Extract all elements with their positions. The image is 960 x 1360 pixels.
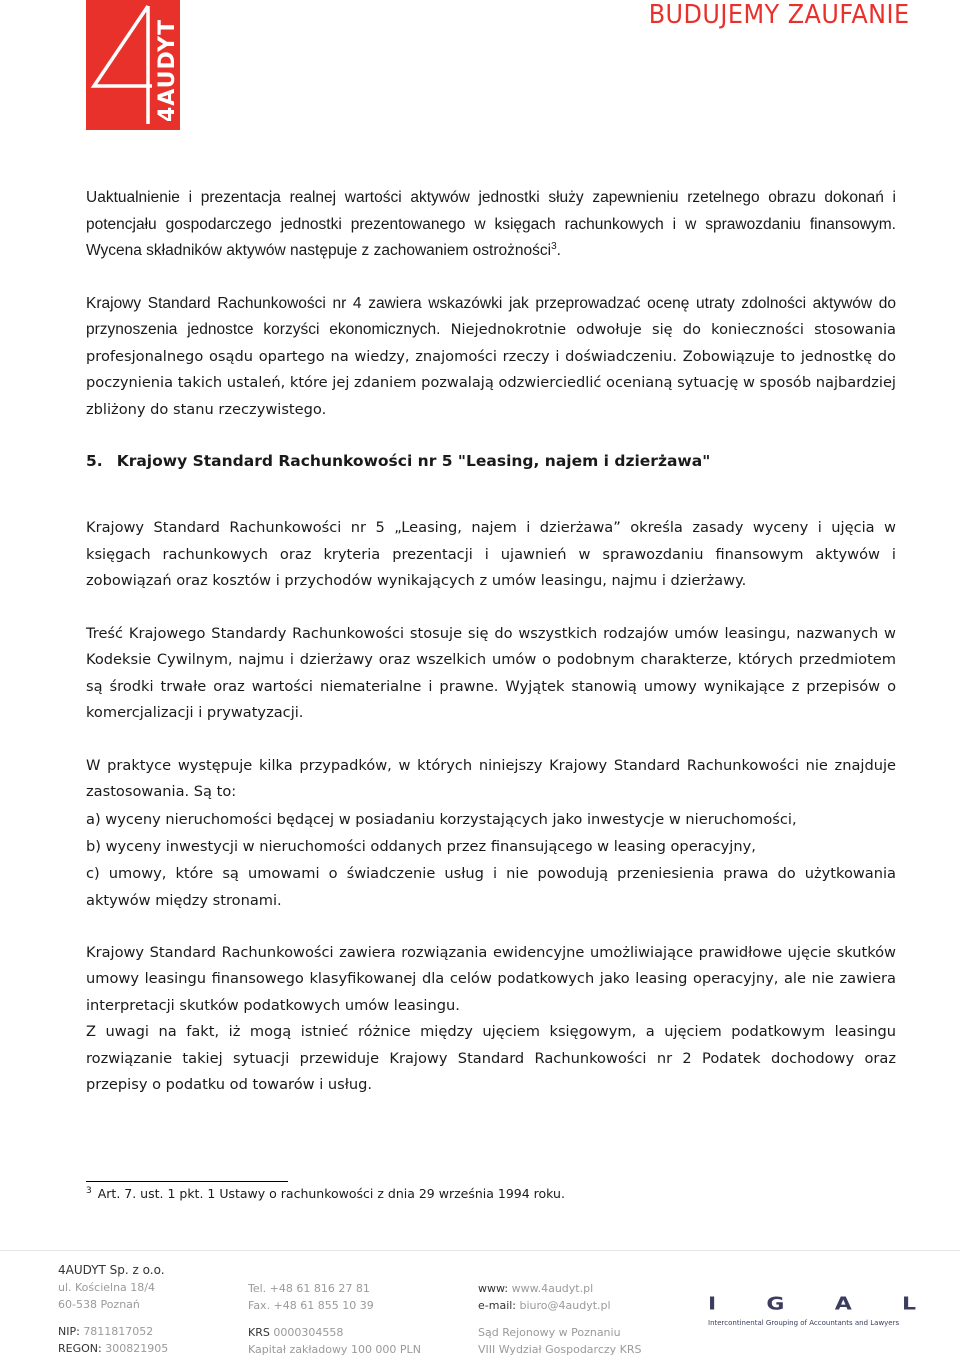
section-heading (86, 449, 896, 473)
www-label: www: (478, 1282, 509, 1295)
list-item: a) wyceny nieruchomości będącej w posiadaniu korzystających jako inwestycje w nieruchomości, (86, 810, 797, 828)
igal-logo (708, 1292, 918, 1327)
igal-letter: G (766, 1294, 787, 1315)
company-street: ul. Kościelna 18/4 (58, 1281, 155, 1294)
section-title: Krajowy Standard Rachunkowości nr 5 "Leasing, najem i dzierżawa" (116, 452, 711, 470)
company-name: 4AUDYT Sp. z o.o. (58, 1263, 165, 1277)
footnote (86, 1186, 565, 1201)
company-logo (86, 0, 180, 130)
igal-letter: A (834, 1294, 854, 1315)
section-number: 5. (86, 452, 103, 470)
phone-number: Tel. +48 61 816 27 81 (248, 1282, 370, 1295)
logo-wordmark: 4AUDYT (155, 18, 180, 122)
registry-court: Sąd Rejonowy w Poznaniu (478, 1326, 621, 1339)
list-item: c) umowy, które są umowami o świadczenie usług i nie powodują przeniesienia prawa do użytkowania aktywów między stronami. (86, 864, 896, 909)
footer-company-info (58, 1262, 168, 1357)
company-city: 60-538 Poznań (58, 1298, 140, 1311)
logo-graphic (86, 0, 180, 130)
email-link[interactable]: biuro@4audyt.pl (519, 1299, 611, 1312)
footnote-text: Art. 7. ust. 1 pkt. 1 Ustawy o rachunkowości z dnia 29 września 1994 roku. (97, 1186, 565, 1202)
paragraph-ksr5-application: Treść Krajowego Standardy Rachunkowości stosuje się do wszystkich rodzajów umów leasingu, nazwanych w Kodeksie Cywilnym, najmu i dzierżawy oraz wszelkich umów o podobnym charakterze, których przedmiotem są środki trwałe oraz wartości niematerialne i prawne. Wyjątek stanowią umowy wynikające z przepisów o komercjalizacji i prywatyzacji. (86, 624, 896, 721)
footer-contact-web (478, 1280, 642, 1358)
website-link[interactable]: www.4audyt.pl (511, 1282, 594, 1295)
igal-letters (708, 1292, 918, 1317)
regon-value: 300821905 (105, 1342, 169, 1355)
document-body (86, 185, 896, 1099)
fax-number: Fax. +48 61 855 10 39 (248, 1299, 374, 1312)
footer-divider (0, 1250, 960, 1251)
paragraph-asset-valuation (86, 185, 896, 265)
nip-value: 7811817052 (83, 1325, 154, 1338)
paragraph-tax-solutions: Krajowy Standard Rachunkowości zawiera rozwiązania ewidencyjne umożliwiające prawidłowe ujęcie skutków umowy leasingu finansowego klasyfikowanej dla celów podatkowych jako leasing operacyjny, ale nie zawiera interpretacji skutków podatkowych umów leasingu. (86, 943, 896, 1014)
footnote-number: 3 (86, 1186, 92, 1196)
igal-letter: L (901, 1294, 918, 1315)
regon-label: REGON: (58, 1342, 102, 1355)
share-capital: Kapitał zakładowy 100 000 PLN (248, 1343, 421, 1356)
paragraph-punctuation: . (556, 242, 561, 259)
paragraph-exceptions: W praktyce występuje kilka przypadków, w których niniejszy Krajowy Standard Rachunkowości nie znajduje zastosowania. Są to: (86, 756, 896, 800)
registry-department: VIII Wydział Gospodarczy KRS (478, 1343, 642, 1356)
email-label: e-mail: (478, 1299, 517, 1312)
paragraph-text: Krajowy Standard Rachunkowości nr 4 zawiera wskazówki jak przeprowadzać ocenę utraty zdolności aktywów do przynoszenia jednostce korzyści ekonomicznych. (86, 294, 896, 338)
paragraph-text: Uaktualnienie i prezentacja realnej wartości aktywów jednostki służy zapewnieniu rzetelnego obrazu dokonań i potencjału gospodarczego jednostki prezentowanego w księgach rachunkowych i w sprawozdaniu finansowym. Wycena składników aktywów następuje z zachowaniem ostrożności (86, 189, 896, 259)
nip-label: NIP: (58, 1325, 80, 1338)
igal-letter: I (708, 1294, 719, 1315)
paragraph-text: Niejednokrotnie odwołuje się do konieczności stosowania profesjonalnego osądu opartego na wiedzy, znajomości rzeczy i doświadczeniu. Zobowiązuje to jednostkę do poczynienia takich ustaleń, które jej zdaniem pozwalają odzwierciedlić ocenianą sytuację w sposób najbardziej zbliżony do stanu rzeczywistego. (86, 321, 896, 418)
paragraph-ksr5-scope: Krajowy Standard Rachunkowości nr 5 „Leasing, najem i dzierżawa” określa zasady wyceny i ujęcia w księgach rachunkowych oraz kryteria prezentacji i ujawnień w sprawozdaniu finansowym aktywów i zobowiązań oraz kosztów i przychodów wynikających z umów leasingu, najmu i dzierżawy. (86, 519, 896, 589)
footer-contact-phone (248, 1280, 421, 1358)
header-slogan: BUDUJEMY ZAUFANIE (649, 0, 910, 30)
paragraph-ksr4 (86, 291, 896, 424)
list-item: b) wyceny inwestycji w nieruchomości oddanych przez finansującego w leasing operacyjny, (86, 837, 756, 855)
paragraph-tax-differences: Z uwagi na fakt, iż mogą istnieć różnice między ujęciem księgowym, a ujęciem podatkowym leasingu rozwiązanie takiej sytuacji przewiduje Krajowy Standard Rachunkowości nr 2 Podatek dochodowy oraz przepisy o podatku od towarów i usług. (86, 1023, 896, 1093)
krs-value: 0000304558 (273, 1326, 344, 1339)
igal-tagline: Intercontinental Grouping of Accountants and Lawyers (708, 1319, 900, 1327)
footnote-divider (86, 1181, 288, 1182)
krs-label: KRS (248, 1326, 270, 1339)
footnote-reference: 3 (551, 240, 557, 252)
